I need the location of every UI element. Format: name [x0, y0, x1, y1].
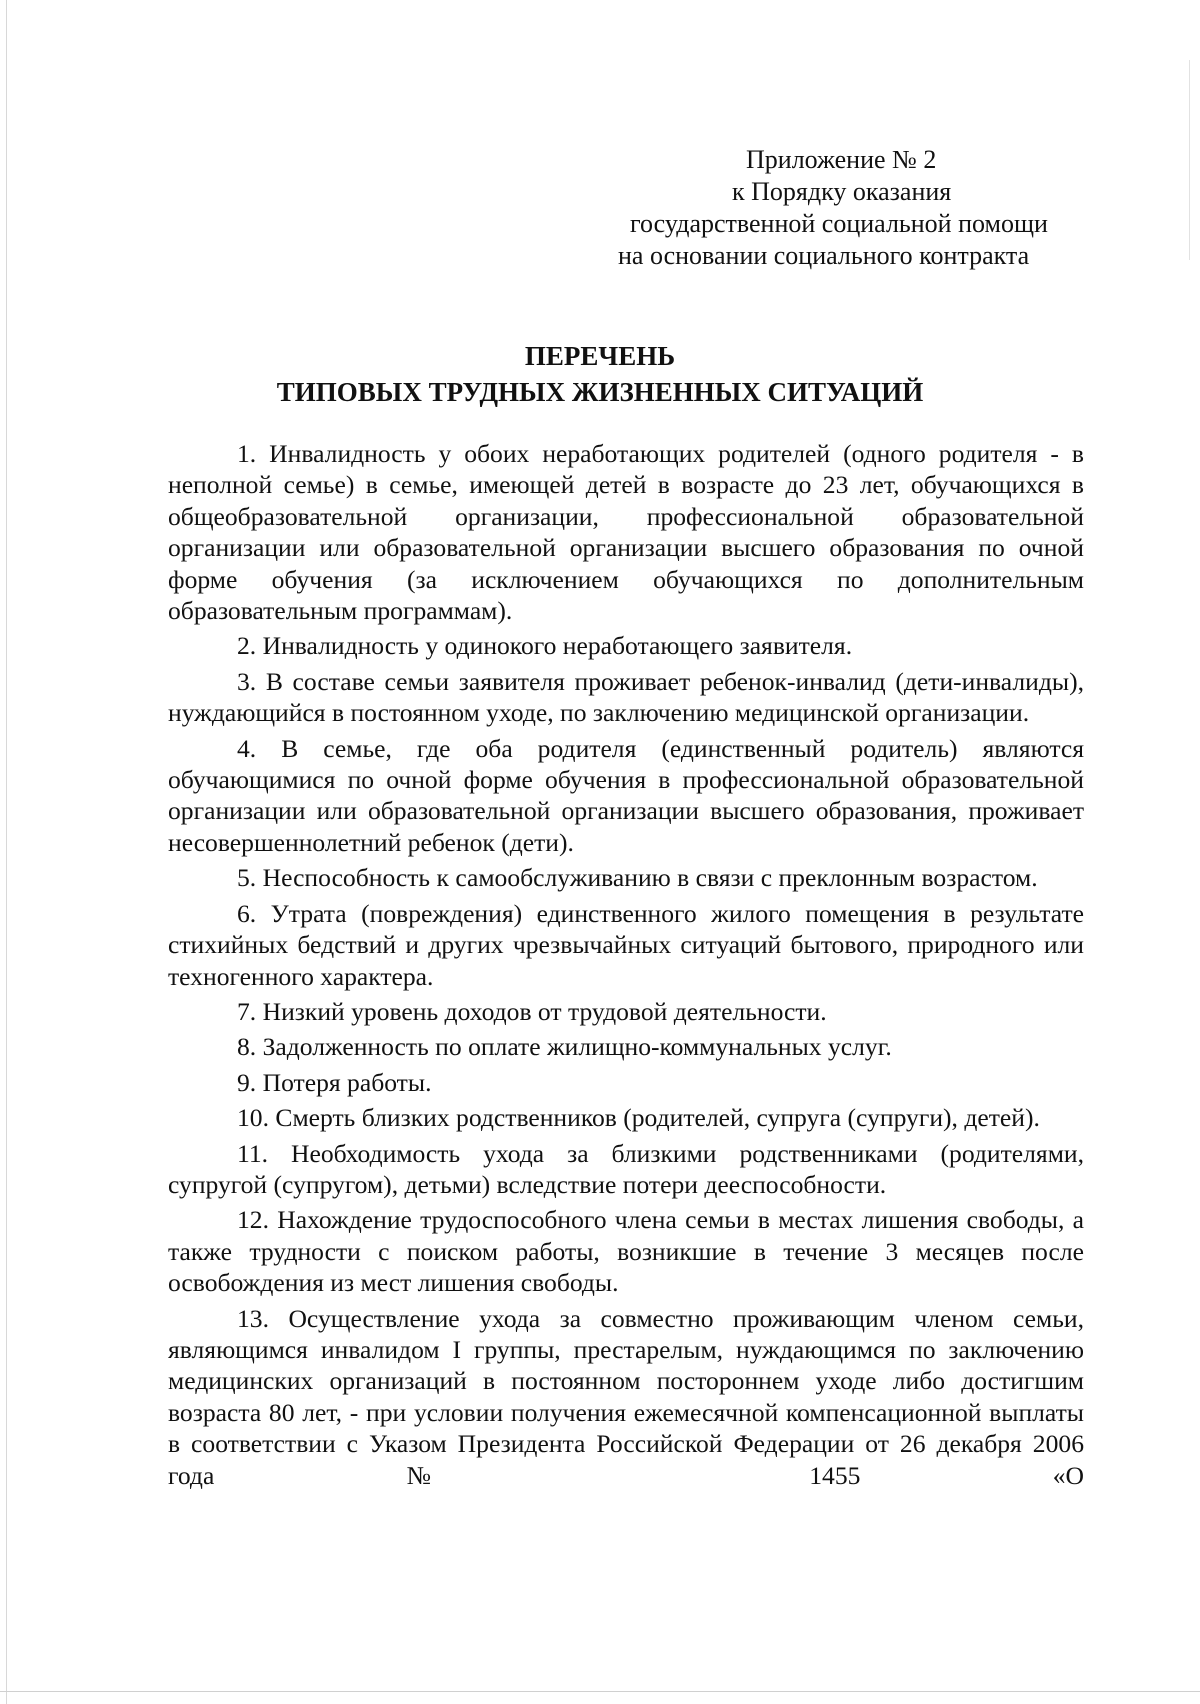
appendix-basis: на основании социального контракта: [618, 241, 1030, 270]
list-item: 4. В семье, где оба родителя (единственный родитель) являются обучающимися по очной форме обучения в профессиональной образовательной организации или образовательной организации высшего образования, проживает несовершеннолетний ребенок (дети).: [168, 733, 1084, 857]
appendix-subject: государственной социальной помощи: [630, 209, 1048, 238]
list-item: 10. Смерть близких родственников (родителей, супруга (супруги), детей).: [237, 1103, 1040, 1133]
list-item: 13. Осуществление ухода за совместно проживающим членом семьи, являющимся инвалидом I группы, престарелым, нуждающимся по заключению медицинских организаций в постоянном постороннем уходе либо достигшим возраста 80 лет, - при условии получения ежемесячной компенсационной выплаты в соответствии с Указом Президента Российской Федерации от 26 декабря 2006 года № 1455 «О: [168, 1303, 1084, 1490]
situations-list: [168, 438, 1084, 1495]
list-item: 7. Низкий уровень доходов от трудовой деятельности.: [237, 996, 827, 1026]
list-item: 5. Неспособность к самообслуживанию в связи с преклонным возрастом.: [237, 863, 1038, 893]
scan-edge-left: [6, 0, 7, 1704]
list-item: 6. Утрата (повреждения) единственного жилого помещения в результате стихийных бедствий и других чрезвычайных ситуаций бытового, природного или техногенного характера.: [168, 898, 1084, 991]
list-item: 12. Нахождение трудоспособного члена семьи в местах лишения свободы, а также трудности с поиском работы, возникшие в течение 3 месяцев после освобождения из мест лишения свободы.: [168, 1205, 1084, 1298]
scan-edge-right: [1189, 60, 1190, 260]
list-item: 11. Необходимость ухода за близкими родственниками (родителями, супругой (супругом), детьми) вследствие потери дееспособности.: [168, 1138, 1084, 1199]
list-item: 1. Инвалидность у обоих неработающих родителей (одного родителя - в неполной семье) в семье, имеющей детей в возрасте до 23 лет, обучающихся в общеобразовательной организации, профессиональной образовательной организации или образовательной организации высшего образования по очной форме обучения (за исключением обучающихся по дополнительным образовательным программам).: [168, 439, 1084, 626]
list-item: 9. Потеря работы.: [237, 1067, 432, 1097]
appendix-number: Приложение № 2: [746, 145, 937, 174]
list-item: 2. Инвалидность у одинокого неработающего заявителя.: [237, 631, 853, 661]
list-item: 3. В составе семьи заявителя проживает ребенок-инвалид (дети-инвалиды), нуждающийся в постоянном уходе, по заключению медицинской организации.: [168, 666, 1084, 728]
title-line-2: ТИПОВЫХ ТРУДНЫХ ЖИЗНЕННЫХ СИТУАЦИЙ: [276, 377, 924, 407]
document-title: [150, 338, 1050, 410]
appendix-reference: к Порядку оказания: [732, 177, 952, 206]
appendix-header: [600, 144, 1120, 272]
list-item: 8. Задолженность по оплате жилищно-коммунальных услуг.: [237, 1032, 892, 1062]
scan-edge-bottom: [0, 1691, 1200, 1692]
title-line-1: ПЕРЕЧЕНЬ: [524, 341, 676, 371]
